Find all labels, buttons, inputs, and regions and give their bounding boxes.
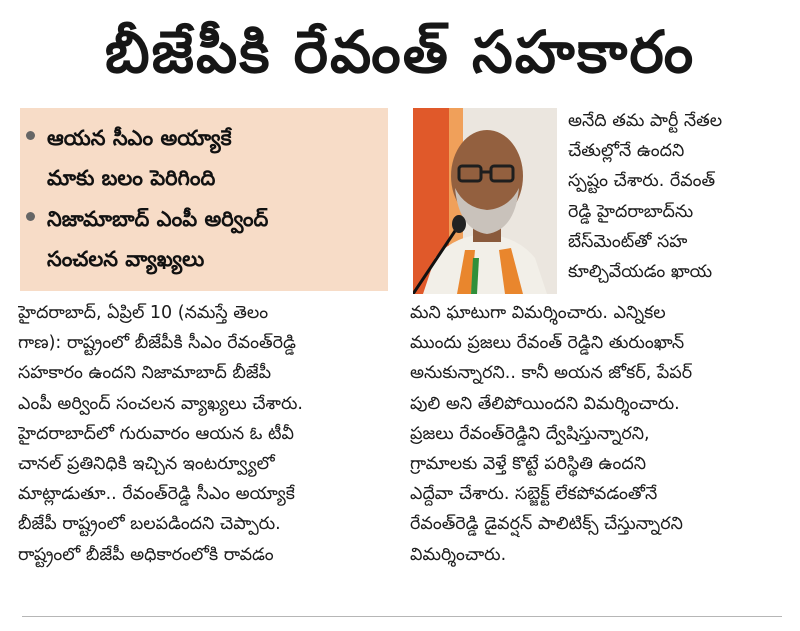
text-line: బేస్‌మెంట్‌తో సహ <box>568 231 688 252</box>
text-line: రాష్ట్రంలో బీజేపీ అధికారంలోకి రావడం <box>18 544 274 565</box>
text-line: హైదరాబాద్‌లో గురువారం ఆయన ఓ టీవీ <box>18 423 294 444</box>
text-line: అనుకున్నారని.. కానీ అయన జోకర్, పేపర్ <box>410 363 693 384</box>
text-line: అనేది తమ పార్టీ నేతల <box>568 111 723 131</box>
text-line: పులి అని తేలిపోయిందని విమర్శించారు. <box>410 393 680 414</box>
text-line: రేవంత్‌రెడ్డి డైవర్షన్ పాలిటిక్స్ చేస్తున్నారని <box>410 514 683 535</box>
text-line: గాణ): రాష్ట్రంలో బీజేపీకి సీఎం రేవంత్‌రెడ్డి <box>18 333 296 354</box>
portrait-photo <box>413 108 557 294</box>
text-line: మని ఘాటుగా విమర్శించారు. ఎన్నికల <box>410 303 666 323</box>
headline: బీజేపీకి రేవంత్ సహకారం <box>104 18 696 86</box>
bottom-rule <box>22 616 782 617</box>
text-line: మాట్లాడుతూ.. రేవంత్‌రెడ్డి సీఎం అయ్యాకే <box>18 484 295 505</box>
article-column-right <box>410 298 784 570</box>
text-line: ప్రజలు రేవంత్‌రెడ్డిని ద్వేషిస్తున్నారని, <box>410 423 650 444</box>
highlight-item-2 <box>26 199 268 279</box>
bullet-icon <box>26 131 35 140</box>
article-column-left <box>18 298 386 570</box>
text-line: చానల్ ప్రతినిధికి ఇచ్చిన ఇంటర్వ్యూలో <box>18 454 275 475</box>
portrait-illustration <box>413 108 557 294</box>
text-line: ఎద్దేవా చేశారు. సబ్జెక్ట్ లేకపోవడంతోనే <box>410 484 658 505</box>
text-line: గ్రామాలకు వెళ్తే కొట్టే పరిస్థితి ఉందని <box>410 454 647 475</box>
text-line: ముందు ప్రజలు రేవంత్ రెడ్డిని తురుంఖాన్ <box>410 333 685 354</box>
text-line: హైదరాబాద్, ఏప్రిల్ 10 (నమస్తే తెలం <box>18 303 269 323</box>
text-line: సహకారం ఉందని నిజామాబాద్ బీజేపీ <box>18 363 272 384</box>
bullet-icon <box>26 212 35 221</box>
highlight-item-1 <box>26 118 232 198</box>
text-line: రెడ్డి హైదరాబాద్‌ను <box>568 201 694 222</box>
text-line: విమర్శించారు. <box>410 544 507 565</box>
highlight-2-line-1: నిజామాబాద్ ఎంపీ అర్వింద్ <box>47 207 269 231</box>
text-line: చేతుల్లోనే ఉందని <box>568 141 685 162</box>
highlight-1-line-2: మాకు బలం పెరిగింది <box>47 166 216 190</box>
text-line: బీజేపీ రాష్ట్రంలో బలపడిందని చెప్పారు. <box>18 514 281 535</box>
article-column-top-right <box>568 106 782 287</box>
highlight-2-line-2: సంచలన వ్యాఖ్యలు <box>47 247 205 271</box>
text-line: కూల్చివేయడం ఖాయ <box>568 262 713 283</box>
text-line: ఎంపీ అర్వింద్ సంచలన వ్యాఖ్యలు చేశారు. <box>18 393 303 414</box>
highlight-1-line-1: ఆయన సీఎం అయ్యాకే <box>47 126 232 150</box>
text-line: స్పష్టం చేశారు. రేవంత్ <box>568 171 716 192</box>
